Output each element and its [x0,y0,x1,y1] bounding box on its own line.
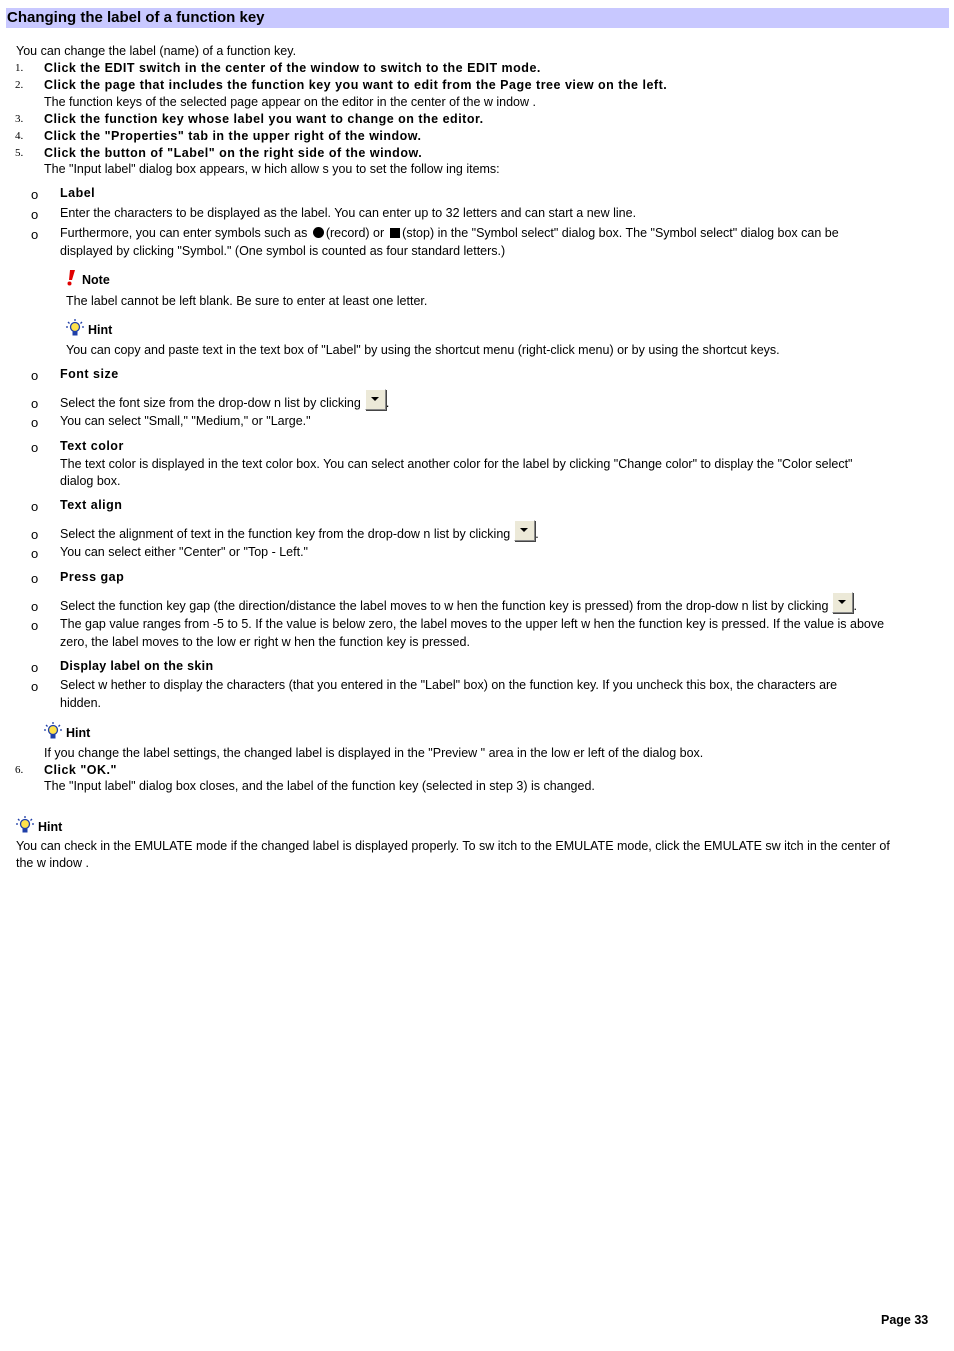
record-symbol-icon [313,227,324,238]
bullet: o [31,599,39,614]
bullet: o [31,618,39,633]
final-hint-text: the w indow . [16,856,89,870]
lightbulb-icon [16,816,34,834]
symbols-text-3: (stop) in the "Symbol select" dialog box. The "Symbol select" dialog box can be [402,226,839,240]
item-text: You can select "Small," "Medium," or "Large." [60,414,311,428]
step-text: Click the EDIT switch in the center of the window to switch to the EDIT mode. [44,61,541,75]
gap-text: Select the function key gap (the direction/distance the label moves to w hen the function key is pressed) from the drop-dow n list by clicking [60,599,829,613]
page-title: Changing the label of a function key [7,9,265,26]
item-font-size-heading: Font size [60,367,119,381]
hint-label: Hint [66,726,91,740]
bullet: o [31,396,39,411]
bullet: o [31,679,39,694]
dropdown-arrow-icon [365,389,386,410]
step-number: 1. [15,62,24,74]
item-text-font: Select the font size from the drop-dow n list by clicking . [60,389,389,412]
bullet: o [31,546,39,561]
hint-text: If you change the label settings, the changed label is displayed in the "Preview " area in the low er left of the dialog box. [44,746,704,760]
item-text: zero, the label moves to the low er right w hen the function key is pressed. [60,635,470,649]
note-heading [66,270,110,289]
step-number: 3. [15,113,24,125]
dropdown-arrow-icon [832,592,853,613]
item-label-heading: Label [60,186,96,200]
bullet: o [31,415,39,430]
intro-text: You can change the label (name) of a function key. [16,44,297,58]
item-text-gap: Select the function key gap (the direction/distance the label moves to w hen the function key is pressed) from the drop-dow n list by clicking . [60,592,857,615]
step-text: Click the function key whose label you want to change on the editor. [44,112,484,126]
step-text: Click the button of "Label" on the right side of the window. [44,146,423,160]
step-number: 5. [15,147,24,159]
step-subtext: The "Input label" dialog box closes, and the label of the function key (selected in step 3) is changed. [44,779,595,793]
item-text-symbols [60,225,839,242]
lightbulb-icon [66,319,84,337]
final-hint-text: You can check in the EMULATE mode if the changed label is displayed properly. To sw itch to the EMULATE mode, click the EMULATE sw itch in the center of [16,839,890,853]
align-text: Select the alignment of text in the function key from the drop-dow n list by clicking [60,527,511,541]
hint-label: Hint [38,820,63,834]
item-text: dialog box. [60,474,121,488]
dropdown-arrow-icon [514,520,535,541]
lightbulb-icon [44,722,62,740]
step-text: Click "OK." [44,763,117,777]
bullet: o [31,207,39,222]
step-text: Click the page that includes the function key you want to edit from the Page tree view on the left. [44,78,668,92]
hint-label: Hint [88,323,113,337]
item-text-color-heading: Text color [60,439,124,453]
step-number: 4. [15,130,24,142]
page-number: Page 33 [881,1313,929,1327]
item-text-align: Select the alignment of text in the function key from the drop-dow n list by clicking . [60,520,539,543]
item-press-gap-heading: Press gap [60,570,125,584]
bullet: o [31,660,39,675]
title-bar [6,8,949,28]
symbols-text-1: Furthermore, you can enter symbols such as [60,226,308,240]
item-display-label-heading: Display label on the skin [60,659,214,673]
hint-heading [44,722,90,742]
item-text-align-heading: Text align [60,498,123,512]
bullet: o [31,368,39,383]
step-text: Click the "Properties" tab in the upper right of the window. [44,129,422,143]
note-text: The label cannot be left blank. Be sure to enter at least one letter. [66,294,428,308]
bullet: o [31,527,39,542]
step-subtext: The "Input label" dialog box appears, w hich allow s you to set the follow ing items: [44,162,500,176]
item-text: The text color is displayed in the text color box. You can select another color for the label by clicking "Change color" to display the "Color select" [60,457,853,471]
final-hint-heading [16,816,62,836]
font-size-text: Select the font size from the drop-dow n list by clicking [60,396,361,410]
bullet: o [31,571,39,586]
bullet: o [31,440,39,455]
item-text: hidden. [60,696,102,710]
item-text: You can select either "Center" or "Top - Left." [60,545,308,559]
step-number: 2. [15,79,24,91]
exclamation-icon [66,270,76,286]
item-text: displayed by clicking "Symbol." (One symbol is counted as four standard letters.) [60,244,506,258]
hint-text: You can copy and paste text in the text box of "Label" by using the shortcut menu (right-click menu) or by using the shortcut keys. [66,343,780,357]
bullet: o [31,227,39,242]
symbols-text-2: (record) or [325,226,385,240]
hint-heading [66,319,112,339]
bullet: o [31,499,39,514]
bullet: o [31,187,39,202]
item-text: Enter the characters to be displayed as the label. You can enter up to 32 letters and can start a new line. [60,206,637,220]
item-text: Select w hether to display the characters (that you entered in the "Label" box) on the function key. If you uncheck this box, the characters are [60,678,838,692]
step-number: 6. [15,764,24,776]
item-text: The gap value ranges from -5 to 5. If the value is below zero, the label moves to the upper left w hen the function key is pressed. If the value is above [60,617,885,631]
stop-symbol-icon [390,228,400,238]
note-label: Note [82,273,110,287]
step-subtext: The function keys of the selected page appear on the editor in the center of the w indow . [44,95,536,109]
